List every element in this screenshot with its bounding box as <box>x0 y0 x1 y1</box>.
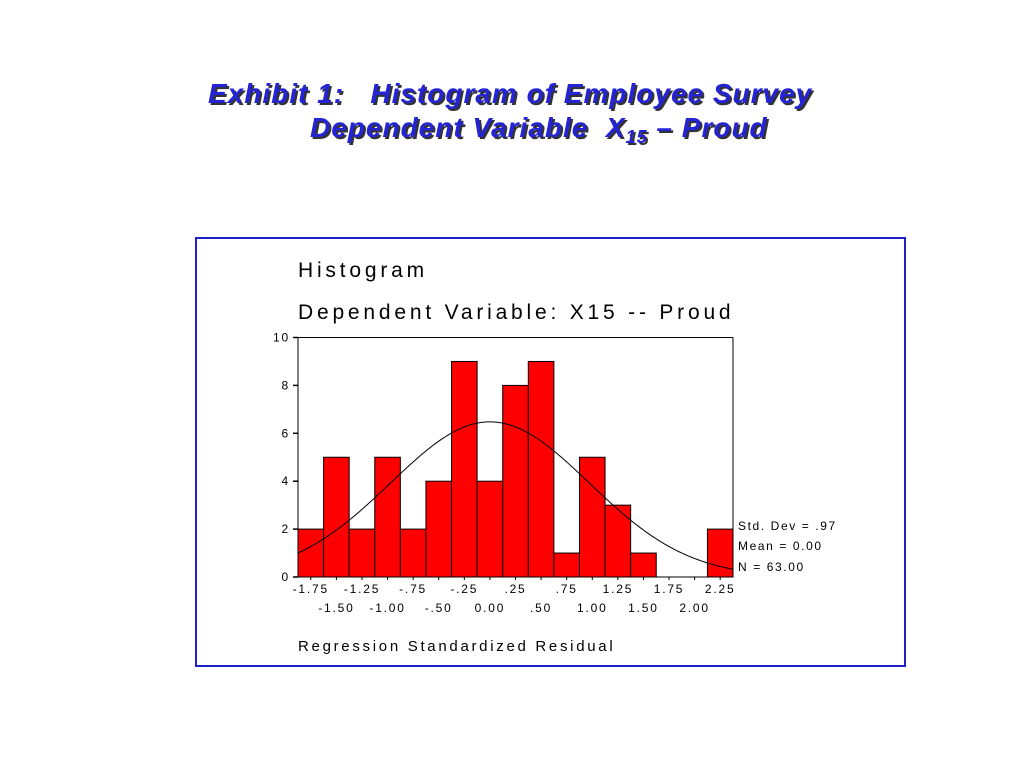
histogram-bar <box>579 457 605 577</box>
histogram-bar <box>452 361 478 577</box>
histogram-bar <box>528 361 554 577</box>
x-tick-label: 1.00 <box>577 601 608 615</box>
y-tick-label: 8 <box>281 378 290 393</box>
x-tick-label: -1.25 <box>343 582 381 596</box>
y-tick-label: 6 <box>281 426 290 441</box>
y-axis-ticks <box>273 331 298 585</box>
x-tick-label: 1.50 <box>628 601 659 615</box>
x-tick-label: .50 <box>530 601 553 615</box>
histogram-bar <box>554 553 580 577</box>
x-tick-label: 1.25 <box>602 582 634 596</box>
histogram-bar <box>324 457 350 577</box>
histogram-chart <box>197 239 904 665</box>
x-tick-label: 0.00 <box>474 601 506 615</box>
histogram-bar <box>605 505 631 577</box>
chart-title: Histogram <box>298 259 428 282</box>
y-tick-label: 2 <box>281 522 290 537</box>
x-tick-label: .75 <box>555 582 578 596</box>
x-tick-label: -1.00 <box>369 601 406 615</box>
y-tick-label: 10 <box>273 330 290 345</box>
histogram-bar <box>477 481 503 577</box>
histogram-bar <box>426 481 452 577</box>
x-tick-label: .25 <box>504 582 527 596</box>
histogram-bar <box>631 553 657 577</box>
stat-mean: Mean = 0.00 <box>738 539 823 553</box>
x-tick-label: -1.50 <box>318 601 355 615</box>
y-tick-label: 0 <box>281 570 290 584</box>
stat-n: N = 63.00 <box>738 560 805 574</box>
stat-std-dev: Std. Dev = .97 <box>738 519 837 533</box>
x-tick-label: 2.00 <box>679 601 710 615</box>
x-axis-label: Regression Standardized Residual <box>298 638 616 655</box>
histogram-bar <box>375 457 401 577</box>
chart-subtitle: Dependent Variable: X15 -- Proud <box>298 301 735 324</box>
slide-title-line1: Exhibit 1: Histogram of Employee Survey <box>208 78 813 109</box>
x-tick-label: -1.75 <box>292 582 329 596</box>
stats-box <box>738 519 837 574</box>
x-axis-ticks <box>293 577 736 615</box>
x-tick-label: -.50 <box>424 601 453 615</box>
histogram-bar <box>707 529 733 577</box>
x-tick-label: 2.25 <box>704 582 736 596</box>
y-tick-label: 4 <box>281 474 290 489</box>
x-tick-label: 1.75 <box>653 582 685 596</box>
histogram-bar <box>349 529 375 577</box>
slide-title-line2 <box>310 112 768 147</box>
histogram-bar <box>298 529 324 577</box>
x-tick-label: -.25 <box>450 582 479 596</box>
slide-title-line2-suffix: – Proud <box>647 112 768 143</box>
slide-title-line2-text: Dependent Variable X <box>310 112 626 143</box>
histogram-bar <box>503 385 529 577</box>
histogram-bars <box>298 361 733 577</box>
x-tick-label: -.75 <box>399 582 428 596</box>
histogram-bar <box>400 529 426 577</box>
chart-frame <box>195 237 906 667</box>
slide-title-subscript: 15 <box>625 127 648 147</box>
